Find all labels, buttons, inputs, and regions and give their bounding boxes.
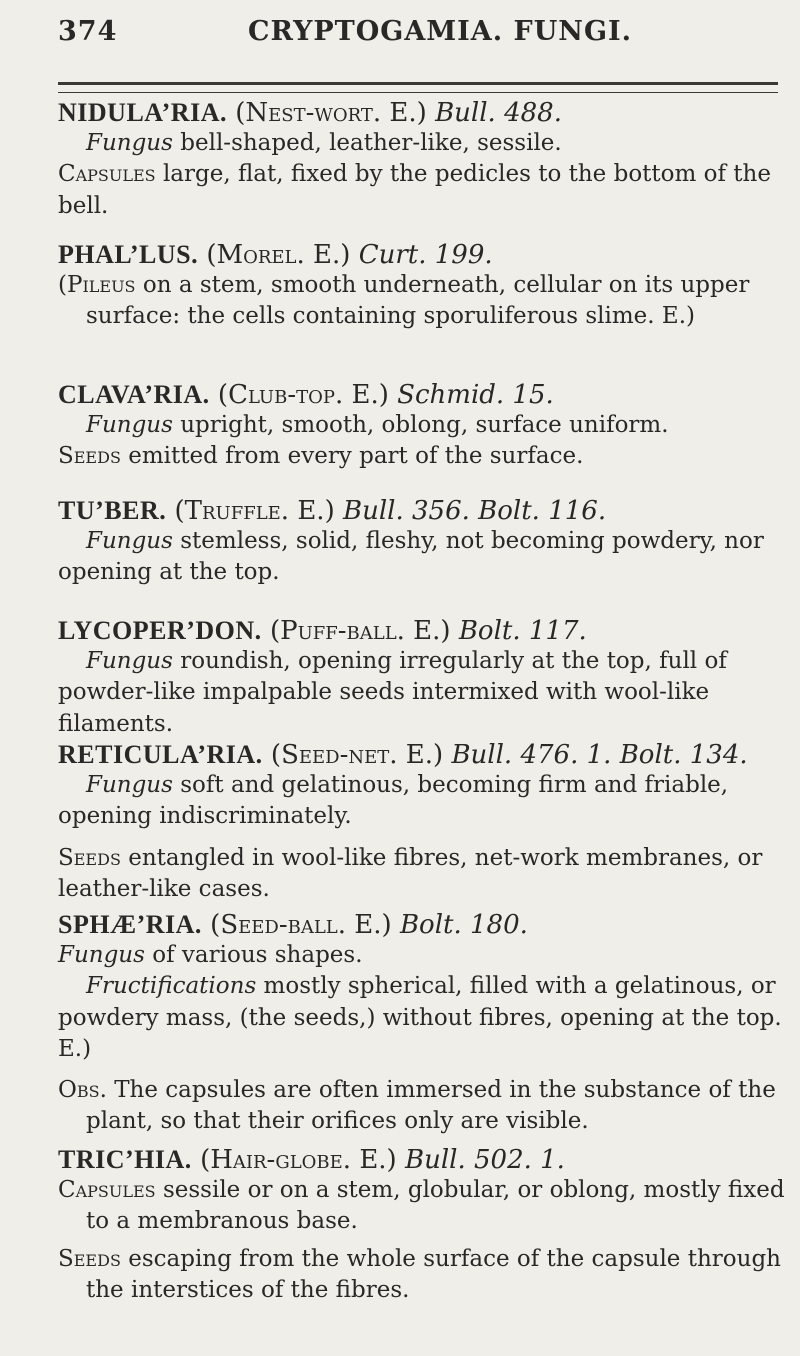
genus-name: SPHÆ’RIA. bbox=[58, 910, 202, 939]
line-text: escaping from the whole surface of the capsule through the interstices of the fibres. bbox=[86, 1245, 781, 1303]
description-line bbox=[58, 971, 798, 1065]
entry-tuber bbox=[58, 496, 798, 589]
entry-sphaeria bbox=[58, 910, 798, 1138]
lead-word: Capsules bbox=[58, 1177, 156, 1203]
description-line bbox=[58, 1075, 798, 1138]
description-line bbox=[58, 441, 798, 472]
reference: Bull. 476. 1. Bolt. 134. bbox=[451, 740, 748, 770]
lead-word: Fungus bbox=[86, 412, 173, 438]
description-line bbox=[58, 843, 798, 906]
reference: Bull. 502. 1. bbox=[404, 1145, 565, 1175]
lead-word: (Pileus bbox=[58, 272, 136, 298]
genus-name: LYCOPER’DON. bbox=[58, 616, 262, 645]
lead-word: Capsules bbox=[58, 161, 156, 188]
line-text: of various shapes. bbox=[144, 942, 363, 968]
line-text: emitted from every part of the surface. bbox=[120, 443, 584, 470]
line-text: entangled in wool-like fibres, net-work membranes, or leather-like cases. bbox=[58, 844, 763, 902]
lead-word: Fructifications bbox=[86, 973, 257, 1000]
description-line bbox=[58, 410, 798, 441]
genus-name: NIDULA’RIA. bbox=[58, 98, 227, 127]
genus-name: TRIC’HIA. bbox=[58, 1145, 192, 1174]
genus-heading bbox=[58, 240, 798, 270]
entry-nidularia bbox=[58, 98, 798, 222]
line-text: on a stem, smooth underneath, cellular on its upper surface: the cells containing sporuliferous slime. E.) bbox=[86, 272, 750, 330]
description-line bbox=[58, 1175, 798, 1238]
english-name: (Truffle. E.) bbox=[174, 496, 335, 526]
reference: Bull. 488. bbox=[435, 98, 562, 128]
genus-name: CLAVA’RIA. bbox=[58, 380, 210, 409]
running-head bbox=[58, 14, 778, 54]
lead-word: Seeds bbox=[58, 1245, 121, 1272]
description-line bbox=[58, 159, 798, 222]
line-text: stemless, solid, fleshy, not becoming powdery, nor opening at the top. bbox=[58, 528, 764, 586]
reference: Bolt. 117. bbox=[458, 616, 587, 646]
english-name: (Puff-ball. E.) bbox=[269, 616, 451, 646]
page-title: CRYPTOGAMIA. FUNGI. bbox=[248, 16, 633, 47]
lead-word: Fungus bbox=[86, 528, 173, 554]
description-line bbox=[58, 770, 798, 833]
entry-lycoperdon bbox=[58, 616, 798, 740]
genus-heading bbox=[58, 98, 798, 128]
reference: Bull. 356. Bolt. 116. bbox=[342, 496, 607, 526]
description-line bbox=[58, 646, 798, 740]
header-rule bbox=[58, 82, 778, 93]
lead-word: Fungus bbox=[58, 942, 145, 968]
lead-word: Obs. bbox=[58, 1077, 107, 1104]
english-name: (Nest-wort. E.) bbox=[235, 98, 427, 128]
line-text: The capsules are often immersed in the substance of the plant, so that their orifices only are visible. bbox=[86, 1077, 776, 1135]
lead-word: Fungus bbox=[86, 648, 173, 674]
lead-word: Seeds bbox=[58, 443, 121, 470]
description-line bbox=[58, 270, 798, 333]
english-name: (Seed-ball. E.) bbox=[210, 910, 392, 940]
description-line bbox=[58, 526, 798, 589]
reference: Curt. 199. bbox=[358, 240, 493, 270]
english-name: (Club-top. E.) bbox=[217, 380, 389, 410]
line-text: bell-shaped, leather-like, sessile. bbox=[172, 130, 562, 156]
reference: Schmid. 15. bbox=[397, 380, 554, 410]
genus-heading bbox=[58, 496, 798, 526]
entry-phallus bbox=[58, 240, 798, 333]
line-text: upright, smooth, oblong, surface uniform. bbox=[172, 412, 669, 438]
description-line bbox=[58, 940, 798, 971]
genus-heading bbox=[58, 740, 798, 770]
page-number: 374 bbox=[58, 16, 118, 47]
lead-word: Seeds bbox=[58, 844, 121, 871]
line-text: sessile or on a stem, globular, or oblong, mostly fixed to a membranous base. bbox=[86, 1177, 785, 1235]
genus-heading bbox=[58, 616, 798, 646]
line-text: roundish, opening irregularly at the top, full of powder-like impalpable seeds intermixed with wool-like filaments. bbox=[58, 648, 727, 737]
lead-word: Fungus bbox=[86, 772, 173, 798]
english-name: (Hair-globe. E.) bbox=[200, 1145, 397, 1175]
line-text: soft and gelatinous, becoming firm and friable, opening indiscriminately. bbox=[58, 772, 729, 830]
entry-trichia bbox=[58, 1145, 798, 1306]
entry-clavaria bbox=[58, 380, 798, 473]
line-text: large, flat, fixed by the pedicles to the bottom of the bell. bbox=[58, 161, 771, 219]
line-text: mostly spherical, filled with a gelatinous, or powdery mass, (the seeds,) without fibres, opening at the top. E.) bbox=[58, 973, 782, 1062]
description-line bbox=[58, 128, 798, 159]
lead-word: Fungus bbox=[86, 130, 173, 156]
genus-name: PHAL’LUS. bbox=[58, 240, 199, 269]
entry-reticularia bbox=[58, 740, 798, 905]
genus-heading bbox=[58, 1145, 798, 1175]
english-name: (Morel. E.) bbox=[206, 240, 351, 270]
genus-name: RETICULA’RIA. bbox=[58, 740, 263, 769]
description-line bbox=[58, 1244, 798, 1307]
genus-heading bbox=[58, 910, 798, 940]
genus-name: TU’BER. bbox=[58, 496, 167, 525]
genus-heading bbox=[58, 380, 798, 410]
reference: Bolt. 180. bbox=[399, 910, 528, 940]
english-name: (Seed-net. E.) bbox=[270, 740, 444, 770]
